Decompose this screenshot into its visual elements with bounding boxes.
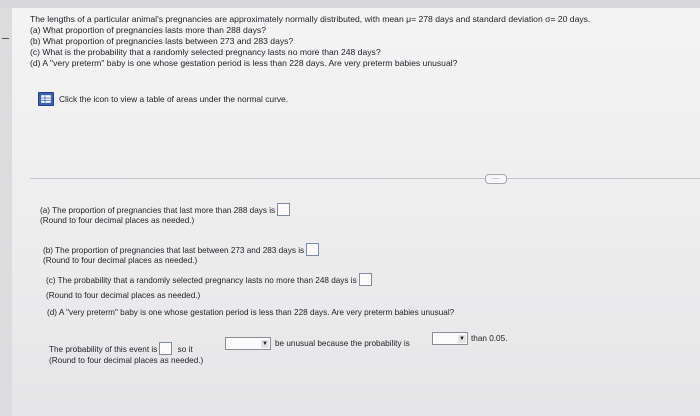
- answer-d-question: (d) A "very preterm" baby is one whose gestation period is less than 228 days. Are very preterm babies unusual?: [47, 308, 455, 317]
- sigma-symbol: σ: [545, 14, 551, 24]
- left-rail: [0, 8, 12, 416]
- answer-d-so-it: so it: [177, 345, 193, 354]
- question-text: [30, 14, 700, 69]
- answer-c: [46, 273, 372, 286]
- answer-d-label: The probability of this event is: [49, 345, 158, 354]
- question-part-a: (a) What proportion of pregnancies lasts more than 288 days?: [30, 25, 266, 35]
- answer-c-note: (Round to four decimal places as needed.): [46, 291, 201, 300]
- mean-text: = 278 days and standard deviation: [411, 14, 546, 24]
- question-part-d: (d) A "very preterm" baby is one whose gestation period is less than 228 days. Are very preterm babies unusual?: [30, 58, 458, 68]
- answer-c-input[interactable]: [359, 273, 372, 286]
- chevron-down-icon: ▼: [262, 341, 268, 347]
- answer-a-label: (a) The proportion of pregnancies that last more than 288 days is: [40, 206, 276, 215]
- less-greater-dropdown[interactable]: [432, 332, 468, 345]
- answer-d-row: [49, 342, 193, 355]
- answer-d-probability-input[interactable]: [159, 342, 172, 355]
- question-page: [12, 8, 700, 416]
- top-bar: [0, 0, 700, 8]
- table-link-label: Click the icon to view a table of areas under the normal curve.: [59, 94, 289, 104]
- question-part-c: (c) What is the probability that a randomly selected pregnancy lasts no more than 248 days?: [30, 47, 381, 57]
- answer-a-input[interactable]: [277, 203, 290, 216]
- mu-symbol: μ: [406, 14, 412, 24]
- rail-mark: [2, 38, 9, 39]
- question-part-b: (b) What proportion of pregnancies lasts between 273 and 283 days?: [30, 36, 294, 46]
- question-intro: [30, 14, 700, 25]
- normal-table-link[interactable]: [38, 92, 288, 106]
- answer-d-suffix: than 0.05.: [471, 334, 508, 343]
- answer-b-note: (Round to four decimal places as needed.): [43, 256, 198, 265]
- more-button[interactable]: .....: [485, 174, 507, 184]
- chevron-down-icon: ▼: [459, 336, 465, 342]
- sd-text: = 20 days.: [550, 14, 591, 24]
- table-icon[interactable]: [38, 92, 54, 106]
- answer-b-label: (b) The proportion of pregnancies that last between 273 and 283 days is: [43, 246, 305, 255]
- answer-c-label: (c) The probability that a randomly selected pregnancy lasts no more than 248 days is: [46, 276, 357, 285]
- answer-a-note: (Round to four decimal places as needed.): [40, 216, 195, 225]
- intro-prefix: The lengths of a particular animal's pregnancies are approximately normally distributed, with mean: [30, 14, 407, 24]
- answer-d-note: (Round to four decimal places as needed.): [49, 356, 204, 365]
- would-wouldnt-dropdown[interactable]: [225, 337, 271, 350]
- section-divider: [30, 178, 700, 179]
- answer-d-middle: be unusual because the probability is: [275, 339, 410, 348]
- answer-b-input[interactable]: [306, 243, 319, 256]
